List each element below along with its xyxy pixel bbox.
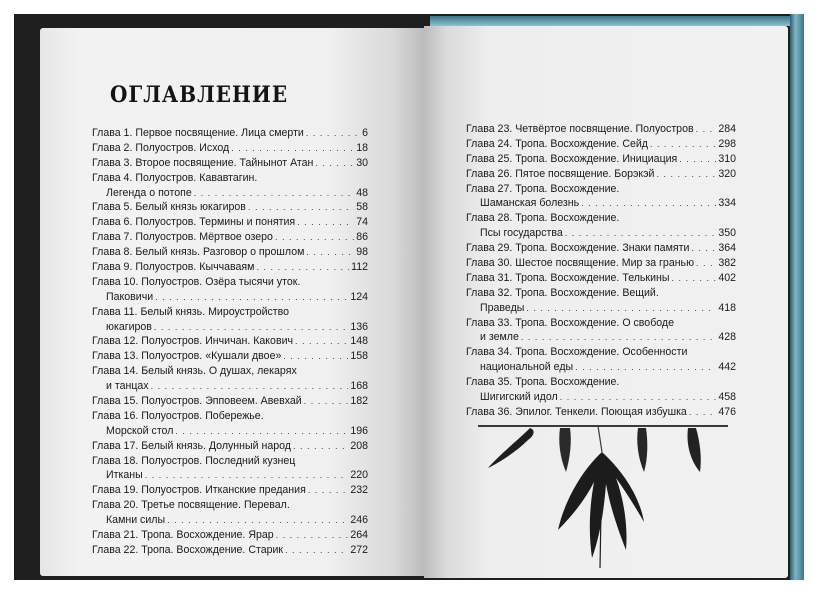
toc-entry-title: Глава 35. Тропа. Восхождение.: [466, 376, 620, 389]
toc-line: [92, 245, 368, 260]
toc-right-column: [466, 122, 736, 420]
feather-mid: [637, 428, 647, 472]
toc-line: [466, 286, 736, 301]
toc-entry-title: Глава 29. Тропа. Восхождение. Знаки памяти: [466, 242, 690, 255]
toc-line: [466, 167, 736, 182]
toc-leader-dots: [696, 256, 716, 271]
toc-entry: [92, 409, 368, 439]
toc-page-number: 136: [350, 320, 368, 333]
toc-leader-dots: [521, 330, 716, 345]
toc-line: [466, 301, 736, 316]
toc-line: [466, 152, 736, 167]
toc-entry: [92, 454, 368, 484]
toc-page-number: 476: [718, 405, 736, 418]
toc-left-column: [92, 126, 368, 558]
toc-entry-title: Глава 9. Полуостров. Кыччаваям: [92, 261, 255, 274]
toc-leader-dots: [315, 156, 354, 171]
toc-entry: [466, 241, 736, 256]
toc-leader-dots: [194, 186, 354, 201]
toc-line: [466, 345, 736, 360]
toc-entry: [92, 528, 368, 543]
toc-page-number: 58: [356, 201, 368, 214]
toc-entry-title: юкагиров: [106, 320, 152, 333]
toc-entry: [466, 256, 736, 271]
toc-leader-dots: [175, 424, 348, 439]
toc-line: [92, 394, 368, 409]
toc-line: [92, 379, 368, 394]
toc-entry-title: Глава 32. Тропа. Восхождение. Вещий.: [466, 286, 659, 299]
toc-page-number: 124: [350, 290, 368, 303]
toc-leader-dots: [306, 245, 354, 260]
toc-entry-title: Глава 31. Тропа. Восхождение. Телькины: [466, 271, 670, 284]
toc-line: [92, 498, 368, 513]
toc-line: [92, 200, 368, 215]
toc-page-number: 18: [356, 141, 368, 154]
toc-entry-title: Глава 21. Тропа. Восхождение. Ярар: [92, 529, 274, 542]
toc-entry-title: Глава 16. Полуостров. Побережье.: [92, 409, 264, 422]
toc-entry: [466, 375, 736, 405]
toc-entry: [92, 483, 368, 498]
feather-right: [688, 428, 701, 472]
toc-entry: [466, 271, 736, 286]
toc-entry: [92, 156, 368, 171]
toc-entry: [92, 439, 368, 454]
toc-leader-dots: [248, 200, 354, 215]
toc-entry-title: Глава 7. Полуостров. Мёртвое озеро: [92, 231, 273, 244]
book-cover-side-edge: [790, 14, 804, 580]
toc-page-number: 350: [718, 227, 736, 240]
toc-entry-title: Итканы: [106, 469, 143, 482]
toc-entry-title: Глава 14. Белый князь. О душах, лекарях: [92, 365, 297, 378]
toc-page-number: 196: [350, 424, 368, 437]
toc-leader-dots: [560, 390, 717, 405]
toc-page-number: 246: [350, 514, 368, 527]
toc-page-number: 30: [356, 156, 368, 169]
toc-line: [92, 290, 368, 305]
toc-entry-title: и танцах: [106, 380, 149, 393]
toc-entry-title: Глава 26. Пятое посвящение. Борэкэй: [466, 167, 655, 180]
toc-line: [466, 316, 736, 331]
toc-line: [92, 364, 368, 379]
toc-leader-dots: [565, 226, 717, 241]
toc-line: [466, 122, 736, 137]
toc-page-number: 48: [356, 186, 368, 199]
toc-entry-title: Глава 2. Полуостров. Исход: [92, 141, 230, 154]
toc-leader-dots: [308, 483, 348, 498]
toc-entry: [466, 152, 736, 167]
toc-line: [92, 260, 368, 275]
toc-leader-dots: [276, 528, 349, 543]
toc-entry: [466, 345, 736, 375]
toc-entry: [92, 126, 368, 141]
toc-leader-dots: [656, 167, 716, 182]
toc-entry-title: Глава 3. Второе посвящение. Тайнынот Атан: [92, 156, 314, 169]
toc-entry: [466, 316, 736, 346]
toc-entry: [466, 211, 736, 241]
toc-entry-title: Камни силы: [106, 514, 166, 527]
toc-leader-dots: [679, 152, 716, 167]
toc-line: [92, 424, 368, 439]
toc-line: [466, 330, 736, 345]
toc-page-number: 220: [350, 469, 368, 482]
toc-entry-title: Глава 23. Четвёртое посвящение. Полуостров: [466, 123, 694, 135]
toc-entry-title: Глава 33. Тропа. Восхождение. О свободе: [466, 316, 674, 329]
toc-leader-dots: [256, 260, 349, 275]
toc-entry: [92, 498, 368, 528]
toc-entry: [92, 260, 368, 275]
toc-line: [92, 409, 368, 424]
book-cover-top-edge: [430, 16, 800, 26]
toc-line: [466, 241, 736, 256]
toc-line: [466, 211, 736, 226]
toc-entry-title: Глава 6. Полуостров. Термины и понятия: [92, 216, 296, 229]
toc-page-number: 402: [718, 271, 736, 284]
toc-line: [92, 334, 368, 349]
toc-page-number: 382: [718, 257, 736, 270]
toc-entry: [466, 182, 736, 212]
toc-leader-dots: [295, 334, 348, 349]
toc-page-number: 182: [350, 395, 368, 408]
toc-entry-title: Легенда о потопе: [106, 186, 192, 199]
toc-leader-dots: [285, 543, 348, 558]
toc-page-number: 208: [350, 439, 368, 452]
toc-entry: [92, 230, 368, 245]
toc-entry-title: Глава 27. Тропа. Восхождение.: [466, 182, 620, 195]
feather-left: [488, 428, 534, 468]
toc-leader-dots: [167, 513, 348, 528]
toc-leader-dots: [306, 126, 360, 141]
toc-entry: [92, 349, 368, 364]
feathers-icon: [478, 418, 738, 578]
toc-entry-title: Псы государства: [480, 227, 563, 240]
toc-entry-title: Глава 24. Тропа. Восхождение. Сейд: [466, 137, 648, 150]
toc-entry-title: Глава 19. Полуостров. Итканские предания: [92, 484, 306, 497]
toc-page-number: 86: [356, 231, 368, 244]
toc-page-number: 284: [718, 123, 736, 135]
toc-entry-title: Глава 17. Белый князь. Долунный народ: [92, 439, 291, 452]
toc-line: [92, 156, 368, 171]
toc-entry-title: Глава 15. Полуостров. Эпповеем. Авевхай: [92, 395, 302, 408]
toc-entry-title: Глава 25. Тропа. Восхождение. Инициация: [466, 152, 678, 165]
toc-page-number: 112: [351, 261, 368, 274]
toc-line: [92, 483, 368, 498]
toc-entry-title: Глава 12. Полуостров. Инчичан. Какович: [92, 335, 294, 348]
toc-leader-dots: [293, 439, 348, 454]
toc-entry: [466, 167, 736, 182]
toc-line: [92, 320, 368, 335]
toc-entry-title: Глава 18. Полуостров. Последний кузнец: [92, 454, 296, 467]
toc-entry-title: Морской стол: [106, 424, 174, 437]
toc-line: [466, 256, 736, 271]
toc-leader-dots: [151, 379, 349, 394]
toc-line: [466, 226, 736, 241]
page-title: ОГЛАВЛЕНИЕ: [110, 81, 289, 108]
toc-page-number: 74: [356, 216, 368, 229]
toc-page-number: 168: [350, 380, 368, 393]
toc-line: [92, 305, 368, 320]
toc-line: [92, 454, 368, 469]
toc-leader-dots: [581, 196, 716, 211]
toc-leader-dots: [297, 215, 354, 230]
toc-page-number: 310: [718, 152, 736, 165]
toc-line: [92, 126, 368, 141]
toc-entry-title: Глава 28. Тропа. Восхождение.: [466, 212, 620, 225]
toc-entry-title: Глава 8. Белый князь. Разговор о прошлом: [92, 246, 305, 259]
toc-entry: [92, 275, 368, 305]
toc-line: [92, 171, 368, 186]
toc-leader-dots: [231, 141, 354, 156]
toc-line: [466, 271, 736, 286]
toc-line: [92, 230, 368, 245]
toc-entry-title: Глава 1. Первое посвящение. Лица смерти: [92, 127, 304, 139]
toc-line: [92, 275, 368, 290]
toc-page-number: 98: [356, 246, 368, 259]
toc-entry-title: Шигигский идол: [480, 391, 558, 404]
toc-entry: [466, 122, 736, 137]
toc-entry: [92, 305, 368, 335]
toc-entry-title: Глава 10. Полуостров. Озёра тысячи уток.: [92, 275, 301, 288]
toc-page-number: 264: [350, 529, 368, 542]
toc-entry: [92, 215, 368, 230]
toc-line: [466, 196, 736, 211]
toc-entry-title: Глава 4. Полуостров. Кававтагин.: [92, 171, 258, 184]
toc-page-number: 320: [718, 167, 736, 180]
toc-page-number: 364: [718, 242, 736, 255]
toc-line: [466, 390, 736, 405]
toc-line: [466, 375, 736, 390]
toc-leader-dots: [650, 137, 716, 152]
toc-line: [92, 215, 368, 230]
toc-leader-dots: [155, 290, 348, 305]
toc-entry: [92, 200, 368, 215]
toc-leader-dots: [575, 360, 716, 375]
toc-page-number: 272: [350, 543, 368, 556]
toc-entry: [92, 364, 368, 394]
toc-entry: [92, 171, 368, 201]
toc-entry-title: Глава 11. Белый князь. Мироустройство: [92, 305, 290, 318]
toc-leader-dots: [304, 394, 349, 409]
toc-entry-title: Шаманская болезнь: [480, 197, 580, 210]
toc-page-number: 334: [718, 197, 736, 210]
toc-entry: [92, 394, 368, 409]
toc-entry-title: Глава 13. Полуостров. «Кушали двое»: [92, 350, 282, 363]
toc-page-number: 232: [350, 484, 368, 497]
toc-entry-title: Паковичи: [106, 290, 154, 303]
toc-entry: [466, 286, 736, 316]
toc-leader-dots: [275, 230, 354, 245]
toc-entry-title: Глава 34. Тропа. Восхождение. Особенности: [466, 346, 688, 359]
toc-entry: [92, 141, 368, 156]
toc-leader-dots: [696, 122, 717, 137]
toc-entry-title: Глава 30. Шестое посвящение. Мир за гранью: [466, 257, 695, 270]
toc-entry: [466, 137, 736, 152]
toc-line: [92, 349, 368, 364]
toc-entry-title: и земле: [480, 331, 519, 344]
toc-line: [92, 543, 368, 558]
toc-entry-title: Глава 22. Тропа. Восхождение. Старик: [92, 543, 284, 556]
toc-page-number: 6: [362, 127, 368, 139]
toc-line: [466, 137, 736, 152]
feather-cord: [598, 426, 602, 452]
toc-entry: [92, 245, 368, 260]
toc-line: [92, 513, 368, 528]
toc-entry: [92, 543, 368, 558]
toc-page-number: 428: [718, 331, 736, 344]
toc-entry-title: Глава 5. Белый князь юкагиров: [92, 201, 246, 214]
toc-entry-title: Праведы: [480, 301, 525, 314]
toc-page-number: 148: [350, 335, 368, 348]
feather-small: [559, 428, 571, 472]
toc-page-number: 418: [718, 301, 736, 314]
toc-leader-dots: [671, 271, 716, 286]
toc-line: [92, 141, 368, 156]
toc-leader-dots: [691, 241, 716, 256]
toc-page-number: 442: [718, 361, 736, 374]
toc-line: [92, 468, 368, 483]
toc-entry-title: Глава 20. Третье посвящение. Перевал.: [92, 499, 290, 512]
toc-leader-dots: [283, 349, 348, 364]
toc-line: [92, 186, 368, 201]
toc-entry: [92, 334, 368, 349]
toc-leader-dots: [145, 468, 349, 483]
toc-entry-title: национальной еды: [480, 361, 574, 374]
toc-line: [92, 439, 368, 454]
toc-page-number: 158: [350, 350, 368, 363]
toc-page-number: 298: [718, 137, 736, 150]
toc-line: [466, 182, 736, 197]
toc-line: [92, 528, 368, 543]
toc-entry-title: Глава 36. Эпилог. Тенкели. Поющая избушка: [466, 405, 687, 418]
toc-leader-dots: [154, 320, 348, 335]
toc-page-number: 458: [718, 391, 736, 404]
toc-line: [466, 360, 736, 375]
toc-leader-dots: [526, 301, 716, 316]
